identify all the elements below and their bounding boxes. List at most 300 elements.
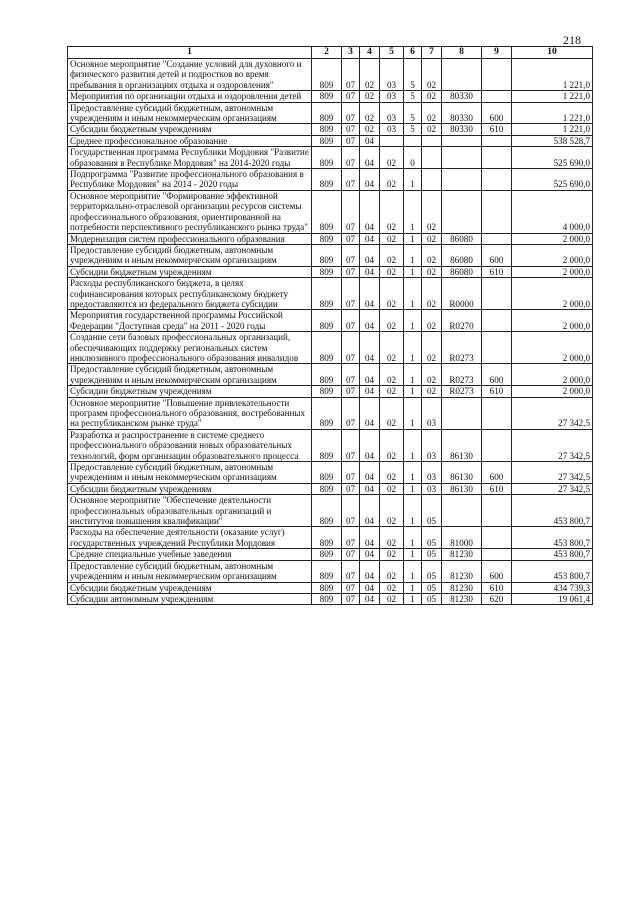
- admin-code-cell: 809: [312, 527, 342, 549]
- subsection-cell: 04: [360, 386, 380, 397]
- subprogram-cell: 1: [404, 364, 422, 386]
- name-cell: Средние специальные учебные заведения: [68, 549, 312, 560]
- subprogram-cell: [404, 135, 422, 146]
- direction-cell: 81230: [442, 582, 482, 593]
- admin-code-cell: 809: [312, 59, 342, 91]
- section-cell: 07: [342, 266, 360, 277]
- amount-cell: 27 342,5: [512, 397, 593, 429]
- admin-code-cell: 809: [312, 124, 342, 135]
- direction-cell: [442, 169, 482, 191]
- expense-type-cell: 600: [482, 102, 512, 124]
- program-cell: 02: [380, 386, 404, 397]
- measure-cell: 02: [422, 278, 442, 310]
- subsection-cell: 04: [360, 462, 380, 484]
- column-header-5: 5: [380, 47, 404, 59]
- program-cell: 02: [380, 593, 404, 604]
- expense-type-cell: 600: [482, 364, 512, 386]
- subprogram-cell: 1: [404, 560, 422, 582]
- measure-cell: [422, 135, 442, 146]
- table-row: [68, 310, 593, 332]
- direction-cell: 86130: [442, 429, 482, 461]
- name-cell: Субсидии бюджетным учреждениям: [68, 483, 312, 494]
- subprogram-cell: 1: [404, 244, 422, 266]
- column-header-6: 6: [404, 47, 422, 59]
- subsection-cell: 04: [360, 332, 380, 364]
- admin-code-cell: 809: [312, 462, 342, 484]
- column-header-9: 9: [482, 47, 512, 59]
- program-cell: 02: [380, 397, 404, 429]
- subsection-cell: 02: [360, 102, 380, 124]
- amount-cell: 27 342,5: [512, 462, 593, 484]
- expense-type-cell: 600: [482, 560, 512, 582]
- measure-cell: 02: [422, 386, 442, 397]
- subsection-cell: 04: [360, 169, 380, 191]
- measure-cell: 02: [422, 190, 442, 233]
- section-cell: 07: [342, 244, 360, 266]
- subprogram-cell: 1: [404, 462, 422, 484]
- expense-type-cell: 600: [482, 244, 512, 266]
- direction-cell: R0000: [442, 278, 482, 310]
- name-cell: Расходы на обеспечение деятельности (оказание услуг) государственных учреждений Республики Мордовия: [68, 527, 312, 549]
- table-row: [68, 560, 593, 582]
- table-row: [68, 102, 593, 124]
- name-cell: Предоставление субсидий бюджетным, автономным учреждениям и иным некоммерческим организациям: [68, 364, 312, 386]
- subsection-cell: 02: [360, 59, 380, 91]
- program-cell: 02: [380, 495, 404, 527]
- program-cell: 03: [380, 59, 404, 91]
- measure-cell: 02: [422, 310, 442, 332]
- subprogram-cell: 0: [404, 147, 422, 169]
- section-cell: 07: [342, 495, 360, 527]
- amount-cell: 1 221,0: [512, 59, 593, 91]
- measure-cell: 02: [422, 364, 442, 386]
- admin-code-cell: 809: [312, 135, 342, 146]
- subprogram-cell: 1: [404, 495, 422, 527]
- name-cell: Основное мероприятие "Обеспечение деятельности профессиональных образовательных организаций и институтов повышения квалификации": [68, 495, 312, 527]
- amount-cell: 525 690,0: [512, 147, 593, 169]
- name-cell: Расходы республиканского бюджета, в целях софинансирования которых республиканскому бюджету предоставляются из федерального бюджета субсидии: [68, 278, 312, 310]
- direction-cell: R0273: [442, 332, 482, 364]
- name-cell: Среднее профессиональное образование: [68, 135, 312, 146]
- subprogram-cell: 1: [404, 278, 422, 310]
- table-row: [68, 147, 593, 169]
- measure-cell: 05: [422, 527, 442, 549]
- subsection-cell: 04: [360, 266, 380, 277]
- name-cell: Субсидии бюджетным учреждениям: [68, 582, 312, 593]
- amount-cell: 453 800,7: [512, 549, 593, 560]
- column-header-10: 10: [512, 47, 593, 59]
- table-row: [68, 278, 593, 310]
- subsection-cell: 04: [360, 483, 380, 494]
- amount-cell: 2 000,0: [512, 332, 593, 364]
- subsection-cell: 04: [360, 190, 380, 233]
- subprogram-cell: 1: [404, 483, 422, 494]
- name-cell: Субсидии бюджетным учреждениям: [68, 124, 312, 135]
- table-row: [68, 364, 593, 386]
- admin-code-cell: 809: [312, 233, 342, 244]
- section-cell: 07: [342, 549, 360, 560]
- subprogram-cell: 5: [404, 124, 422, 135]
- program-cell: 03: [380, 124, 404, 135]
- expense-type-cell: [482, 91, 512, 102]
- subprogram-cell: 1: [404, 582, 422, 593]
- name-cell: Государственная программа Республики Мордовия "Развитие образования в Республике Мордовия" на 2014-2020 годы: [68, 147, 312, 169]
- expense-type-cell: [482, 190, 512, 233]
- column-header-3: 3: [342, 47, 360, 59]
- admin-code-cell: 809: [312, 332, 342, 364]
- direction-cell: 80330: [442, 102, 482, 124]
- section-cell: 07: [342, 91, 360, 102]
- section-cell: 07: [342, 169, 360, 191]
- name-cell: Подпрограмма "Развитие профессионального образования в Республике Мордовия" на 2014 - 2020 годы: [68, 169, 312, 191]
- column-header-4: 4: [360, 47, 380, 59]
- amount-cell: 453 800,7: [512, 527, 593, 549]
- program-cell: 02: [380, 310, 404, 332]
- subsection-cell: 04: [360, 233, 380, 244]
- subsection-cell: 04: [360, 147, 380, 169]
- name-cell: Предоставление субсидий бюджетным, автономным учреждениям и иным некоммерческим организациям: [68, 462, 312, 484]
- program-cell: 02: [380, 233, 404, 244]
- program-cell: 02: [380, 147, 404, 169]
- admin-code-cell: 809: [312, 549, 342, 560]
- expense-type-cell: 600: [482, 462, 512, 484]
- table-row: [68, 169, 593, 191]
- table-row: [68, 91, 593, 102]
- admin-code-cell: 809: [312, 397, 342, 429]
- measure-cell: 05: [422, 593, 442, 604]
- expense-type-cell: [482, 527, 512, 549]
- direction-cell: R0273: [442, 364, 482, 386]
- name-cell: Основное мероприятие "Повышение привлекательности программ профессионального образования, востребованных на республиканском рынке труда": [68, 397, 312, 429]
- amount-cell: 1 221,0: [512, 102, 593, 124]
- direction-cell: 81000: [442, 527, 482, 549]
- expense-type-cell: [482, 169, 512, 191]
- amount-cell: 2 000,0: [512, 310, 593, 332]
- subprogram-cell: 1: [404, 190, 422, 233]
- amount-cell: 2 000,0: [512, 233, 593, 244]
- subprogram-cell: 5: [404, 59, 422, 91]
- program-cell: [380, 135, 404, 146]
- subsection-cell: 04: [360, 244, 380, 266]
- amount-cell: 434 739,3: [512, 582, 593, 593]
- expense-type-cell: [482, 59, 512, 91]
- section-cell: 07: [342, 135, 360, 146]
- table-row: [68, 397, 593, 429]
- program-cell: 03: [380, 91, 404, 102]
- table-body: [68, 59, 593, 605]
- expense-type-cell: 610: [482, 386, 512, 397]
- subprogram-cell: 1: [404, 549, 422, 560]
- admin-code-cell: 809: [312, 169, 342, 191]
- program-cell: 02: [380, 169, 404, 191]
- budget-table: [67, 46, 593, 605]
- subprogram-cell: 1: [404, 310, 422, 332]
- direction-cell: R0270: [442, 310, 482, 332]
- measure-cell: 05: [422, 495, 442, 527]
- direction-cell: [442, 135, 482, 146]
- section-cell: 07: [342, 124, 360, 135]
- program-cell: 02: [380, 582, 404, 593]
- measure-cell: 02: [422, 59, 442, 91]
- measure-cell: 05: [422, 582, 442, 593]
- name-cell: Субсидии бюджетным учреждениям: [68, 266, 312, 277]
- name-cell: Субсидии бюджетным учреждениям: [68, 386, 312, 397]
- expense-type-cell: [482, 278, 512, 310]
- admin-code-cell: 809: [312, 429, 342, 461]
- admin-code-cell: 809: [312, 244, 342, 266]
- table-row: [68, 527, 593, 549]
- amount-cell: 2 000,0: [512, 364, 593, 386]
- subprogram-cell: 1: [404, 332, 422, 364]
- program-cell: 02: [380, 560, 404, 582]
- program-cell: 02: [380, 527, 404, 549]
- expense-type-cell: [482, 397, 512, 429]
- direction-cell: 86080: [442, 244, 482, 266]
- expense-type-cell: [482, 310, 512, 332]
- admin-code-cell: 809: [312, 495, 342, 527]
- subprogram-cell: 5: [404, 91, 422, 102]
- page-number: 218: [563, 33, 581, 47]
- subsection-cell: 04: [360, 278, 380, 310]
- section-cell: 07: [342, 593, 360, 604]
- table-row: [68, 59, 593, 91]
- subsection-cell: 04: [360, 582, 380, 593]
- section-cell: 07: [342, 397, 360, 429]
- admin-code-cell: 809: [312, 266, 342, 277]
- expense-type-cell: 610: [482, 266, 512, 277]
- expense-type-cell: [482, 495, 512, 527]
- section-cell: 07: [342, 364, 360, 386]
- section-cell: 07: [342, 462, 360, 484]
- section-cell: 07: [342, 310, 360, 332]
- amount-cell: 453 800,7: [512, 495, 593, 527]
- subprogram-cell: 1: [404, 527, 422, 549]
- expense-type-cell: 610: [482, 483, 512, 494]
- program-cell: 02: [380, 244, 404, 266]
- measure-cell: 05: [422, 549, 442, 560]
- expense-type-cell: [482, 233, 512, 244]
- subsection-cell: 04: [360, 495, 380, 527]
- name-cell: Предоставление субсидий бюджетным, автономным учреждениям и иным некоммерческим организациям: [68, 560, 312, 582]
- direction-cell: 81230: [442, 560, 482, 582]
- program-cell: 02: [380, 332, 404, 364]
- direction-cell: [442, 147, 482, 169]
- table-row: [68, 266, 593, 277]
- name-cell: Субсидии автономным учреждениям: [68, 593, 312, 604]
- subprogram-cell: 1: [404, 169, 422, 191]
- admin-code-cell: 809: [312, 91, 342, 102]
- direction-cell: 86080: [442, 233, 482, 244]
- subsection-cell: 04: [360, 429, 380, 461]
- name-cell: Основное мероприятие "Формирование эффективной территориально-отраслевой организации ресурсов системы профессионального образования, ориентированной на потребности перспективного республиканского рынка труда": [68, 190, 312, 233]
- name-cell: Мероприятия государственной программы Российской Федерации "Доступная среда" на 2011 - 2020 годы: [68, 310, 312, 332]
- name-cell: Предоставление субсидий бюджетным, автономным учреждениям и иным некоммерческим организациям: [68, 102, 312, 124]
- amount-cell: 19 061,4: [512, 593, 593, 604]
- section-cell: 07: [342, 102, 360, 124]
- name-cell: Создание сети базовых профессиональных организаций, обеспечивающих поддержку региональных систем инклюзивного профессионального образования инвалидов: [68, 332, 312, 364]
- program-cell: 02: [380, 549, 404, 560]
- subsection-cell: 04: [360, 527, 380, 549]
- name-cell: Модернизация систем профессионального образования: [68, 233, 312, 244]
- subprogram-cell: 1: [404, 397, 422, 429]
- admin-code-cell: 809: [312, 386, 342, 397]
- admin-code-cell: 809: [312, 560, 342, 582]
- admin-code-cell: 809: [312, 483, 342, 494]
- subsection-cell: 04: [360, 593, 380, 604]
- direction-cell: 86130: [442, 483, 482, 494]
- table-row: [68, 462, 593, 484]
- program-cell: 02: [380, 429, 404, 461]
- subsection-cell: 02: [360, 91, 380, 102]
- program-cell: 02: [380, 462, 404, 484]
- measure-cell: 02: [422, 244, 442, 266]
- expense-type-cell: [482, 549, 512, 560]
- table-row: [68, 549, 593, 560]
- amount-cell: 27 342,5: [512, 429, 593, 461]
- expense-type-cell: [482, 147, 512, 169]
- subsection-cell: 04: [360, 397, 380, 429]
- amount-cell: 538 528,7: [512, 135, 593, 146]
- table-header-row: [68, 47, 593, 59]
- section-cell: 07: [342, 429, 360, 461]
- measure-cell: 03: [422, 483, 442, 494]
- program-cell: 02: [380, 190, 404, 233]
- amount-cell: 1 221,0: [512, 91, 593, 102]
- admin-code-cell: 809: [312, 190, 342, 233]
- measure-cell: [422, 169, 442, 191]
- amount-cell: 1 221,0: [512, 124, 593, 135]
- name-cell: Предоставление субсидий бюджетным, автономным учреждениям и иным некоммерческим организациям: [68, 244, 312, 266]
- name-cell: Мероприятия по организации отдыха и оздоровления детей: [68, 91, 312, 102]
- program-cell: 02: [380, 364, 404, 386]
- subprogram-cell: 1: [404, 429, 422, 461]
- subsection-cell: 04: [360, 549, 380, 560]
- expense-type-cell: [482, 332, 512, 364]
- column-header-1: 1: [68, 47, 312, 59]
- section-cell: 07: [342, 483, 360, 494]
- expense-type-cell: 610: [482, 124, 512, 135]
- section-cell: 07: [342, 278, 360, 310]
- amount-cell: 27 342,5: [512, 483, 593, 494]
- table-row: [68, 135, 593, 146]
- section-cell: 07: [342, 59, 360, 91]
- admin-code-cell: 809: [312, 310, 342, 332]
- subsection-cell: 04: [360, 560, 380, 582]
- measure-cell: 03: [422, 429, 442, 461]
- subprogram-cell: 5: [404, 102, 422, 124]
- table-row: [68, 386, 593, 397]
- section-cell: 07: [342, 233, 360, 244]
- direction-cell: 86130: [442, 462, 482, 484]
- direction-cell: [442, 190, 482, 233]
- measure-cell: 02: [422, 266, 442, 277]
- amount-cell: 525 690,0: [512, 169, 593, 191]
- amount-cell: 2 000,0: [512, 386, 593, 397]
- subsection-cell: 04: [360, 364, 380, 386]
- table-row: [68, 593, 593, 604]
- direction-cell: [442, 495, 482, 527]
- name-cell: Основное мероприятие "Создание условий для духовного и физического развития детей и подростков во время пребывания в организациях отдыха и оздоровления": [68, 59, 312, 91]
- direction-cell: [442, 59, 482, 91]
- table-row: [68, 332, 593, 364]
- subsection-cell: 02: [360, 124, 380, 135]
- admin-code-cell: 809: [312, 364, 342, 386]
- table-row: [68, 233, 593, 244]
- amount-cell: 2 000,0: [512, 244, 593, 266]
- name-cell: Разработка и распространение в системе среднего профессионального образования новых образовательных технологий, форм организации образовательного процесса: [68, 429, 312, 461]
- measure-cell: [422, 147, 442, 169]
- direction-cell: 80330: [442, 91, 482, 102]
- section-cell: 07: [342, 190, 360, 233]
- amount-cell: 2 000,0: [512, 266, 593, 277]
- direction-cell: 81230: [442, 549, 482, 560]
- section-cell: 07: [342, 386, 360, 397]
- subprogram-cell: 1: [404, 593, 422, 604]
- section-cell: 07: [342, 527, 360, 549]
- subsection-cell: 04: [360, 135, 380, 146]
- measure-cell: 02: [422, 124, 442, 135]
- subprogram-cell: 1: [404, 233, 422, 244]
- amount-cell: 2 000,0: [512, 278, 593, 310]
- table-row: [68, 582, 593, 593]
- admin-code-cell: 809: [312, 278, 342, 310]
- subprogram-cell: 1: [404, 386, 422, 397]
- admin-code-cell: 809: [312, 582, 342, 593]
- section-cell: 07: [342, 147, 360, 169]
- direction-cell: 86080: [442, 266, 482, 277]
- admin-code-cell: 809: [312, 593, 342, 604]
- program-cell: 02: [380, 278, 404, 310]
- table-row: [68, 483, 593, 494]
- table-row: [68, 244, 593, 266]
- direction-cell: [442, 397, 482, 429]
- amount-cell: 4 000,0: [512, 190, 593, 233]
- measure-cell: 02: [422, 91, 442, 102]
- expense-type-cell: 620: [482, 593, 512, 604]
- table-row: [68, 190, 593, 233]
- direction-cell: 80330: [442, 124, 482, 135]
- measure-cell: 02: [422, 233, 442, 244]
- direction-cell: 81230: [442, 593, 482, 604]
- section-cell: 07: [342, 560, 360, 582]
- expense-type-cell: [482, 135, 512, 146]
- measure-cell: 02: [422, 102, 442, 124]
- direction-cell: R0273: [442, 386, 482, 397]
- table-row: [68, 124, 593, 135]
- measure-cell: 02: [422, 332, 442, 364]
- expense-type-cell: [482, 429, 512, 461]
- subprogram-cell: 1: [404, 266, 422, 277]
- column-header-2: 2: [312, 47, 342, 59]
- subsection-cell: 04: [360, 310, 380, 332]
- expense-type-cell: 610: [482, 582, 512, 593]
- measure-cell: 03: [422, 397, 442, 429]
- table-row: [68, 495, 593, 527]
- table-row: [68, 429, 593, 461]
- column-header-7: 7: [422, 47, 442, 59]
- program-cell: 02: [380, 483, 404, 494]
- admin-code-cell: 809: [312, 102, 342, 124]
- column-header-8: 8: [442, 47, 482, 59]
- admin-code-cell: 809: [312, 147, 342, 169]
- section-cell: 07: [342, 582, 360, 593]
- measure-cell: 03: [422, 462, 442, 484]
- program-cell: 02: [380, 266, 404, 277]
- amount-cell: 453 800,7: [512, 560, 593, 582]
- section-cell: 07: [342, 332, 360, 364]
- measure-cell: 05: [422, 560, 442, 582]
- program-cell: 03: [380, 102, 404, 124]
